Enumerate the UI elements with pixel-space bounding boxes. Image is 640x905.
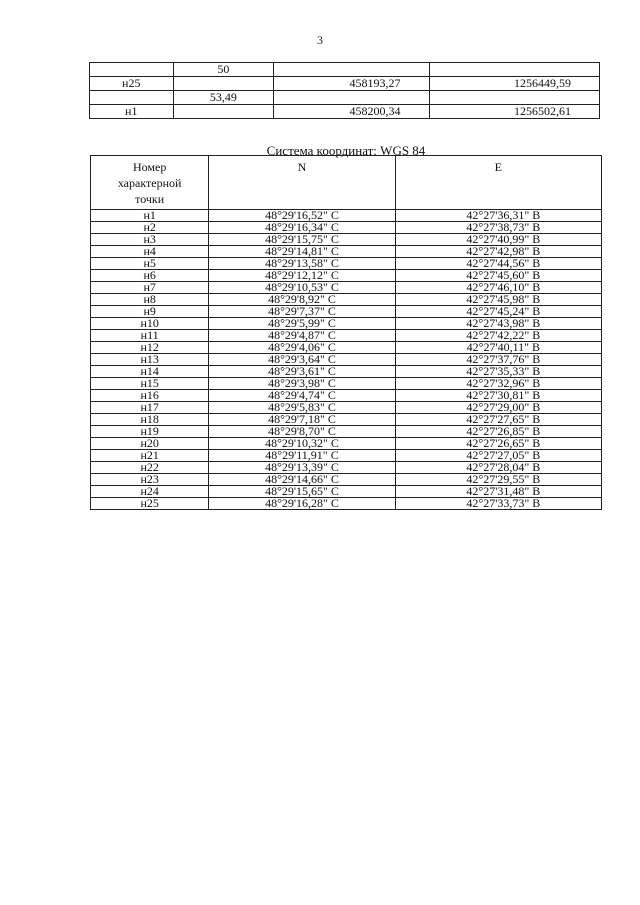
longitude-cell: 42°27'29,55" В — [395, 474, 601, 486]
longitude-cell: 42°27'30,81" В — [395, 390, 601, 402]
latitude-cell: 48°29'8,92" С — [209, 294, 395, 306]
point-number-cell: н13 — [91, 354, 209, 366]
point-number-cell: н18 — [91, 414, 209, 426]
longitude-cell: 42°27'40,99" В — [395, 234, 601, 246]
latitude-cell: 48°29'15,75" С — [209, 234, 395, 246]
longitude-cell: 42°27'45,60" В — [395, 270, 601, 282]
x-coordinate: 458193,27 — [274, 77, 429, 91]
latitude-cell: 48°29'5,83" С — [209, 402, 395, 414]
point-number-cell: н14 — [91, 366, 209, 378]
distance-row — [90, 63, 600, 77]
longitude-cell: 42°27'42,98" В — [395, 246, 601, 258]
latitude-cell: 48°29'7,18" С — [209, 414, 395, 426]
latitude-cell: 48°29'8,70" С — [209, 426, 395, 438]
latitude-cell: 48°29'16,28" С — [209, 498, 395, 510]
point-number-cell: н2 — [91, 222, 209, 234]
coordinates-body — [91, 210, 602, 510]
longitude-cell: 42°27'38,73" В — [395, 222, 601, 234]
latitude-cell: 48°29'5,99" С — [209, 318, 395, 330]
latitude-cell: 48°29'4,06" С — [209, 342, 395, 354]
table-row — [91, 498, 602, 510]
latitude-cell: 48°29'15,65" С — [209, 486, 395, 498]
boundary-continuation-table — [89, 62, 600, 119]
point-label: н25 — [90, 77, 174, 91]
y-coordinate: 1256502,61 — [429, 105, 599, 119]
point-number-cell: н24 — [91, 486, 209, 498]
wgs84-coordinates-table — [90, 155, 602, 510]
point-number-cell: н12 — [91, 342, 209, 354]
longitude-cell: 42°27'43,98" В — [395, 318, 601, 330]
latitude-cell: 48°29'13,39" С — [209, 462, 395, 474]
longitude-cell: 42°27'42,22" В — [395, 330, 601, 342]
point-number-cell: н8 — [91, 294, 209, 306]
latitude-cell: 48°29'16,52" С — [209, 210, 395, 222]
header-latitude: N — [209, 156, 395, 210]
table-header-row — [91, 156, 602, 210]
longitude-cell: 42°27'27,05" В — [395, 450, 601, 462]
point-label: н1 — [90, 105, 174, 119]
longitude-cell: 42°27'45,98" В — [395, 294, 601, 306]
latitude-cell: 48°29'10,53" С — [209, 282, 395, 294]
longitude-cell: 42°27'46,10" В — [395, 282, 601, 294]
latitude-cell: 48°29'4,74" С — [209, 390, 395, 402]
point-number-cell: н5 — [91, 258, 209, 270]
longitude-cell: 42°27'26,65" В — [395, 438, 601, 450]
point-number-cell: н4 — [91, 246, 209, 258]
header-longitude: E — [395, 156, 601, 210]
point-number-cell: н15 — [91, 378, 209, 390]
longitude-cell: 42°27'31,48" В — [395, 486, 601, 498]
latitude-cell: 48°29'7,37" С — [209, 306, 395, 318]
latitude-cell: 48°29'3,61" С — [209, 366, 395, 378]
point-number-cell: н10 — [91, 318, 209, 330]
longitude-cell: 42°27'33,73" В — [395, 498, 601, 510]
point-number-cell: н22 — [91, 462, 209, 474]
longitude-cell: 42°27'35,33" В — [395, 366, 601, 378]
point-row — [90, 77, 600, 91]
x-coordinate: 458200,34 — [274, 105, 429, 119]
distance-row — [90, 91, 600, 105]
y-coordinate: 1256449,59 — [429, 77, 599, 91]
latitude-cell: 48°29'13,58" С — [209, 258, 395, 270]
coordinate-system-caption: Система координат: WGS 84 — [266, 143, 426, 158]
latitude-cell: 48°29'14,81" С — [209, 246, 395, 258]
latitude-cell: 48°29'10,32" С — [209, 438, 395, 450]
point-number-cell: н23 — [91, 474, 209, 486]
point-number-cell: н3 — [91, 234, 209, 246]
point-number-cell: н16 — [91, 390, 209, 402]
longitude-cell: 42°27'26,85" В — [395, 426, 601, 438]
longitude-cell: 42°27'45,24" В — [395, 306, 601, 318]
point-number-cell: н19 — [91, 426, 209, 438]
segment-length: 50 — [173, 63, 274, 77]
longitude-cell: 42°27'28,04" В — [395, 462, 601, 474]
point-number-cell: н9 — [91, 306, 209, 318]
point-number-cell: н20 — [91, 438, 209, 450]
longitude-cell: 42°27'29,00" В — [395, 402, 601, 414]
latitude-cell: 48°29'3,98" С — [209, 378, 395, 390]
longitude-cell: 42°27'36,31" В — [395, 210, 601, 222]
header-point-number: Номер характерной точки — [91, 156, 209, 210]
latitude-cell: 48°29'4,87" С — [209, 330, 395, 342]
latitude-cell: 48°29'3,64" С — [209, 354, 395, 366]
latitude-cell: 48°29'12,12" С — [209, 270, 395, 282]
segment-length: 53,49 — [173, 91, 274, 105]
latitude-cell: 48°29'16,34" С — [209, 222, 395, 234]
point-number-cell: н17 — [91, 402, 209, 414]
longitude-cell: 42°27'40,11" В — [395, 342, 601, 354]
longitude-cell: 42°27'27,65" В — [395, 414, 601, 426]
point-number-cell: н21 — [91, 450, 209, 462]
point-number-cell: н7 — [91, 282, 209, 294]
latitude-cell: 48°29'11,91" С — [209, 450, 395, 462]
longitude-cell: 42°27'32,96" В — [395, 378, 601, 390]
point-number-cell: н25 — [91, 498, 209, 510]
page-number: 3 — [317, 33, 323, 47]
point-row — [90, 105, 600, 119]
point-number-cell: н6 — [91, 270, 209, 282]
longitude-cell: 42°27'44,56" В — [395, 258, 601, 270]
longitude-cell: 42°27'37,76" В — [395, 354, 601, 366]
latitude-cell: 48°29'14,66" С — [209, 474, 395, 486]
point-number-cell: н11 — [91, 330, 209, 342]
point-number-cell: н1 — [91, 210, 209, 222]
